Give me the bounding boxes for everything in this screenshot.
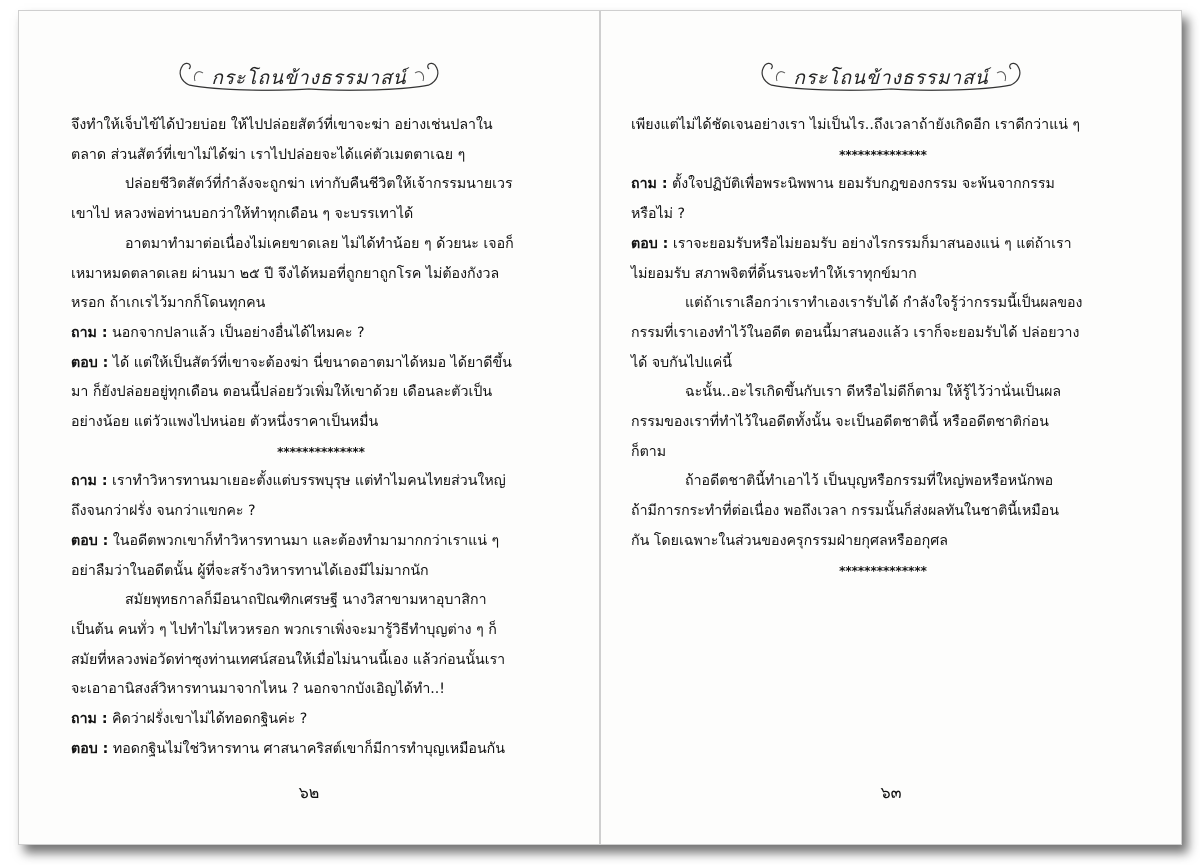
- line-text: เราจะยอมรับหรือไม่ยอมรับ อย่างไรกรรมก็มาสนองแน่ ๆ แต่ถ้าเรา: [668, 235, 1072, 252]
- line-text: อาตมาทำมาต่อเนื่องไม่เคยขาดเลย ไม่ได้ทำน้อย ๆ ด้วยนะ เจอก็: [125, 235, 514, 252]
- line-text: นอกจากปลาแล้ว เป็นอย่างอื่นได้ไหมคะ ?: [107, 324, 365, 341]
- text-line: [631, 408, 1135, 438]
- text-line: [71, 289, 571, 319]
- text-line: [631, 438, 1135, 468]
- qa-label: ตอบ :: [631, 235, 669, 252]
- text-line: [631, 527, 1135, 557]
- line-text: ทอดกฐินไม่ใช่วิหารทาน ศาสนาคริสต์เขาก็มีการทำบุญเหมือนกัน: [108, 740, 505, 757]
- qa-line: [631, 230, 1135, 260]
- qa-label: ตอบ :: [71, 532, 109, 549]
- left-page: [18, 10, 600, 845]
- text-line: [71, 260, 571, 290]
- line-text: ถ้าอดีตชาตินี้ทำเอาไว้ เป็นบุญหรือกรรมที่ใหญ่พอหรือหนักพอ: [685, 473, 1054, 490]
- page-header: [19, 51, 599, 99]
- line-text: เหมาหมดตลาดเลย ผ่านมา ๒๕ ปี จึงได้หมอที่ถูกยาถูกโรค ไม่ต้องกังวล: [71, 265, 500, 282]
- left-page-body: [71, 111, 571, 764]
- text-line: [631, 497, 1135, 527]
- text-line: [631, 319, 1135, 349]
- qa-line: [71, 527, 571, 557]
- qa-label: ถาม :: [631, 176, 668, 193]
- text-line: [71, 408, 571, 438]
- text-line: [631, 289, 1135, 319]
- line-text: หรอก ถ้าเกเรไว้มากก็โดนทุกคน: [71, 295, 266, 312]
- line-text: ไม่ยอมรับ สภาพจิตที่ดิ้นรนจะทำให้เราทุกข์มาก: [631, 265, 917, 282]
- text-line: [71, 586, 571, 616]
- text-line: [631, 467, 1135, 497]
- text-line: [71, 557, 571, 587]
- text-line: [631, 200, 1135, 230]
- line-text: ฉะนั้น..อะไรเกิดขึ้นกับเรา ดีหรือไม่ดีก็ตาม ให้รู้ไว้ว่านั่นเป็นผล: [685, 384, 1062, 401]
- line-text: ในอดีตพวกเขาก็ทำวิหารทานมา และต้องทำมามากกว่าเราแน่ ๆ: [108, 532, 500, 549]
- text-line: [71, 230, 571, 260]
- line-text: ถ้ามีการกระทำที่ต่อเนื่อง พอถึงเวลา กรรมนั้นก็ส่งผลทันในชาตินี้เหมือน: [631, 503, 1059, 520]
- text-line: [71, 141, 571, 171]
- line-text: อย่างน้อย แต่วัวแพงไปหน่อย ตัวหนึ่งราคาเป็นหมื่น: [71, 414, 379, 431]
- qa-label: ถาม :: [71, 711, 108, 728]
- section-divider: **************: [839, 147, 927, 162]
- line-text: เราทำวิหารทานมาเยอะตั้งแต่บรรพบุรุษ แต่ทำไมคนไทยส่วนใหญ่: [107, 473, 506, 490]
- qa-label: ตอบ :: [71, 740, 109, 757]
- line-text: สมัยที่หลวงพ่อวัดท่าซุงท่านเทศน์สอนให้เมื่อไม่นานนี้เอง แล้วก่อนนั้นเรา: [71, 651, 506, 668]
- text-line: [71, 378, 571, 408]
- line-text: กัน โดยเฉพาะในส่วนของครุกรรมฝ่ายกุศลหรืออกุศล: [631, 532, 948, 549]
- line-text: เขาไป หลวงพ่อท่านบอกว่าให้ทำทุกเดือน ๆ จะบรรเทาได้: [71, 206, 414, 223]
- text-line: [631, 378, 1135, 408]
- qa-label: ถาม :: [71, 324, 108, 341]
- line-text: จึงทำให้เจ็บไข้ได้ป่วยบ่อย ให้ไปปล่อยสัตว์ที่เขาจะฆ่า อย่างเช่นปลาใน: [71, 117, 493, 133]
- right-page: [600, 10, 1182, 845]
- right-page-body: [631, 111, 1135, 586]
- line-text: กรรมของเราที่ทำไว้ในอดีตทั้งนั้น จะเป็นอดีตชาตินี้ หรืออดีตชาติก่อน: [631, 414, 1049, 431]
- text-line: [71, 111, 571, 141]
- text-line: [71, 616, 571, 646]
- qa-line: [71, 735, 571, 765]
- line-text: กรรมที่เราเองทำไว้ในอดีต ตอนนี้มาสนองแล้ว เราก็จะยอมรับได้ ปล่อยวาง: [631, 324, 1080, 341]
- line-text: หรือไม่ ?: [631, 206, 686, 223]
- text-line: [631, 111, 1135, 141]
- text-line: [631, 349, 1135, 379]
- line-text: ตั้งใจปฏิบัติเพื่อพระนิพพาน ยอมรับกฎของกรรม จะพ้นจากกรรม: [667, 176, 1055, 193]
- line-text: แต่ถ้าเราเลือกว่าเราทำเองเรารับได้ กำลังใจรู้ว่ากรรมนี้เป็นผลของ: [685, 295, 1083, 312]
- qa-line: [71, 705, 571, 735]
- qa-label: ถาม :: [71, 473, 108, 490]
- text-line: [631, 260, 1135, 290]
- text-line: [71, 170, 571, 200]
- line-text: ถึงจนกว่าฝรั่ง จนกว่าแขกคะ ?: [71, 503, 256, 520]
- qa-label: ตอบ :: [71, 354, 109, 371]
- line-text: คิดว่าฝรั่งเขาไม่ได้ทอดกฐินค่ะ ?: [107, 711, 308, 728]
- line-text: ปล่อยชีวิตสัตว์ที่กำลังจะถูกฆ่า เท่ากับคืนชีวิตให้เจ้ากรรมนายเวร: [125, 176, 513, 193]
- line-text: ก็ตาม: [631, 443, 667, 460]
- text-line: [71, 497, 571, 527]
- book-title: กระโถนข้างธรรมาสน์: [793, 67, 989, 89]
- qa-line: [631, 170, 1135, 200]
- qa-line: [71, 349, 571, 379]
- page-header: [601, 51, 1181, 99]
- line-text: ตลาด ส่วนสัตว์ที่เขาไม่ได้ฆ่า เราไปปล่อยจะได้แค่ตัวเมตตาเฉย ๆ: [71, 146, 466, 163]
- book-title: กระโถนข้างธรรมาสน์: [211, 67, 407, 89]
- qa-line: [71, 467, 571, 497]
- text-line: [71, 646, 571, 676]
- line-text: ได้ แต่ให้เป็นสัตว์ที่เขาจะต้องฆ่า นี่ขนาดอาตมาได้หมอ ได้ยาดีขึ้น: [108, 354, 512, 371]
- line-text: จะเอาอานิสงส์วิหารทานมาจากไหน ? นอกจากบังเอิญได้ทำ..!: [71, 681, 445, 698]
- section-divider: **************: [277, 444, 365, 459]
- qa-line: [71, 319, 571, 349]
- line-text: เป็นต้น คนทั่ว ๆ ไปทำไม่ไหวหรอก พวกเราเพิ่งจะมารู้วิธีทำบุญต่าง ๆ ก็: [71, 621, 497, 638]
- line-text: เพียงแต่ไม่ได้ชัดเจนอย่างเรา ไม่เป็นไร..ถึงเวลาถ้ายังเกิดอีก เราดีกว่าแน่ ๆ: [631, 117, 1081, 133]
- text-line: [71, 200, 571, 230]
- page-number: ๖๒: [298, 783, 320, 802]
- page-number: ๖๓: [880, 783, 902, 802]
- line-text: ได้ จบกันไปแค่นี้: [631, 354, 732, 371]
- section-divider: **************: [839, 563, 927, 578]
- line-text: อย่าลืมว่าในอดีตนั้น ผู้ที่จะสร้างวิหารทานได้เองมีไม่มากนัก: [71, 562, 429, 579]
- line-text: สมัยพุทธกาลก็มีอนาถปิณฑิกเศรษฐี นางวิสาขามหาอุบาสิกา: [125, 592, 487, 609]
- text-line: [71, 675, 571, 705]
- line-text: มา ก็ยังปล่อยอยู่ทุกเดือน ตอนนี้ปล่อยวัวเพิ่มให้เขาด้วย เดือนละตัวเป็น: [71, 384, 493, 401]
